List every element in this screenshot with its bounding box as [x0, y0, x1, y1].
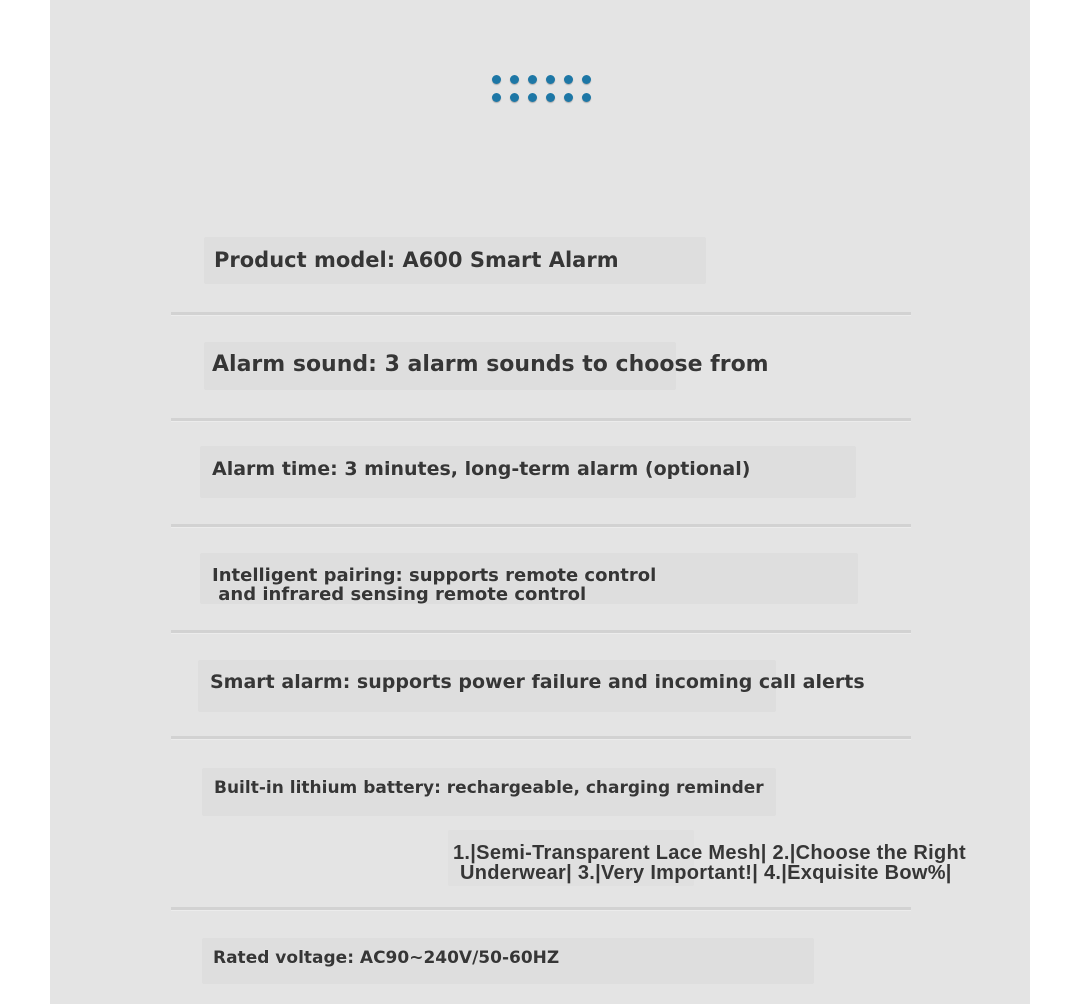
spec-intelligent-pairing-line2: and infrared sensing remote control	[212, 584, 587, 605]
dot	[528, 93, 537, 102]
dot	[564, 93, 573, 102]
spec-product-model: Product model: A600 Smart Alarm	[214, 248, 619, 272]
dot	[492, 75, 501, 84]
dot	[546, 75, 555, 84]
spec-battery: Built-in lithium battery: rechargeable, charging reminder	[214, 778, 764, 798]
divider	[171, 524, 911, 528]
divider	[171, 630, 911, 634]
features-line1: 1.|Semi-Transparent Lace Mesh| 2.|Choose the Right	[453, 842, 967, 864]
decorative-dots-icon	[492, 75, 594, 105]
spec-rated-voltage: Rated voltage: AC90~240V/50-60HZ	[213, 948, 560, 968]
dot	[510, 75, 519, 84]
spec-intelligent-pairing-line1: Intelligent pairing: supports remote control	[212, 565, 657, 586]
dot	[564, 75, 573, 84]
divider	[171, 418, 911, 422]
divider	[171, 907, 911, 911]
dot	[546, 93, 555, 102]
features-line2: Underwear| 3.|Very Important!| 4.|Exquisite Bow%|	[460, 862, 952, 884]
divider	[171, 312, 911, 316]
features-text	[453, 843, 1023, 883]
spec-alarm-time: Alarm time: 3 minutes, long-term alarm (optional)	[212, 458, 751, 480]
divider	[171, 736, 911, 740]
dot	[582, 93, 591, 102]
spec-smart-alarm: Smart alarm: supports power failure and incoming call alerts	[210, 671, 865, 693]
dot	[492, 93, 501, 102]
spec-alarm-sound: Alarm sound: 3 alarm sounds to choose from	[212, 352, 769, 377]
dot	[582, 75, 591, 84]
dot	[510, 93, 519, 102]
dot	[528, 75, 537, 84]
